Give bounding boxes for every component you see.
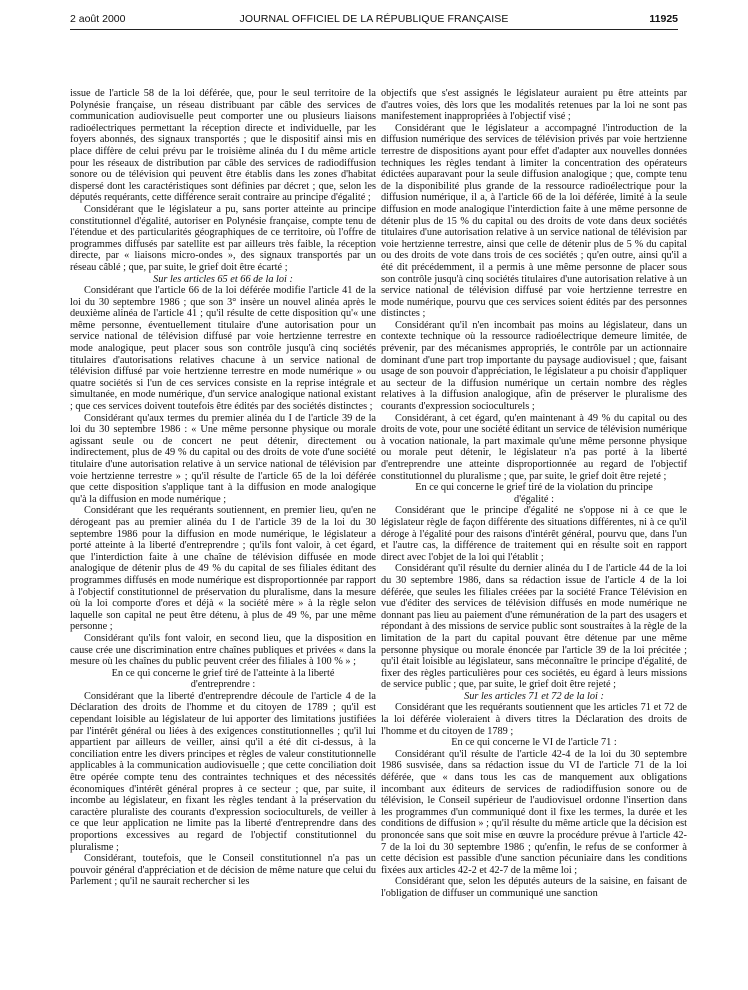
paragraph: Considérant, à cet égard, qu'en maintenant à 49 % du capital ou des droits de vote, pour une société éditant un service de télévision numérique à vocation nationale, la part maximale qu'une même personne physique ou morale peut détenir, le législateur n'a pas porté à la liberté d'entreprendre une atteinte disproportionnée au regard de l'objectif constitutionnel du pluralisme ; que, par suite, le grief doit être rejeté ; xyxy=(381,412,687,482)
paragraph: Considérant qu'il résulte du dernier alinéa du I de l'article 44 de la loi du 30 septembre 1986, dans sa rédaction issue de l'article 4 de la loi déférée, que seules les filiales créées par la société France Télévision en vue d'éditer des services de télévision diffusés en mode numérique ne donnant pas lieu au paiement d'une rémunération de la part des usagers et répondant à des missions de service public sont soustraites à la règle de la limitation de la part du capital pouvant être détenue par une même personne physique ou morale énoncée par l'article 39 de la loi précitée ; qu'il était loisible au législateur, sans méconnaître le principe d'égalité, de fixer des règles particulières pour ces sociétés, eu égard à leurs missions de service public ; que, par suite, le grief doit être rejeté ; xyxy=(381,563,687,691)
subsection-heading: En ce qui concerne le grief tiré de la violation du principe d'égalité : xyxy=(415,482,653,505)
paragraph: issue de l'article 58 de la loi déférée, que, pour le seul territoire de la Polynésie française, un réseau distribuant par câble des services de communication audiovisuelle peut comporter une ou plusieurs liaisons radioélectriques permettant la réception directe et individuelle, par les foyers abonnés, des signaux transportés ; que le dispositif ainsi mis en place diffère de celui prévu par le troisième alinéa du I du même article pour les réseaux de distribution par câble des services de radiodiffusion sonore ou de télévision qui peuvent être établis dans les zones d'habitat dispersé dont les caractéristiques sont définies par décret ; que, selon les députés requérants, cette différence serait contraire au principe d'égalité ; xyxy=(70,88,376,204)
paragraph: Considérant qu'ils font valoir, en second lieu, que la disposition en cause crée une discrimination entre chaînes publiques et privées « dans la mesure où les chaînes du public peuvent créer des filiales à 100 % » ; xyxy=(70,632,376,668)
paragraph: Considérant que l'article 66 de la loi déférée modifie l'article 41 de la loi du 30 septembre 1986 ; que son 3° insère un nouvel alinéa après le deuxième alinéa de l'article 41 ; qu'il résulte de cette disposition qu'« une même personne, éventuellement titulaire d'une autorisation pour un service national de télévision diffusé par voie hertzienne terrestre en mode analogique, peut placer sous son contrôle jusqu'à cinq sociétés titulaires d'autorisations relatives chacune à un service national de télévision diffusé par voie hertzienne terrestre en mode numérique » ou quatre sociétés si l'un de ces services consiste en la reprise intégrale et simultanée, en mode numérique, d'un service analogique national existant ; que ces services doivent toutefois être édités par des sociétés distinctes ; xyxy=(70,285,376,413)
paragraph: Considérant que les requérants soutiennent, en premier lieu, qu'en ne dérogeant pas au premier alinéa du I de l'article 39 de la loi du 30 septembre 1986 pour la diffusion en mode numérique, le législateur a porté atteinte à la liberté d'entreprendre ; qu'ils font valoir, à cet égard, que l'interdiction faite à une chaîne de télévision diffusée en mode analogique de détenir plus de 49 % du capital de ses filiales éditant des programmes diffusés en mode numérique est disproportionnée par rapport à l'objectif constitutionnel de préservation du pluralisme, dans la mesure où la loi comporte d'ores et déjà « la société mère » à la règle selon laquelle son capital ne peut être détenu, à plus de 49 %, par une même personne ; xyxy=(70,505,376,633)
section-heading: Sur les articles 65 et 66 de la loi : xyxy=(153,273,293,285)
paragraph: Considérant, toutefois, que le Conseil constitutionnel n'a pas un pouvoir général d'appréciation et de décision de même nature que celui du Parlement ; qu'il ne saurait rechercher si les xyxy=(70,853,376,888)
section-heading: Sur les articles 71 et 72 de la loi : xyxy=(464,690,604,702)
paragraph: Considérant que, selon les députés auteurs de la saisine, en faisant de l'obligation de diffuser un communiqué une sanction xyxy=(381,876,687,899)
paragraph: objectifs que s'est assignés le législateur auraient pu être atteints par d'autres voies, dès lors que les modalités retenues par la loi ne sont pas manifestement inappropriées à l'objectif visé ; xyxy=(381,88,687,123)
running-header xyxy=(70,13,678,27)
paragraph: Considérant que les requérants soutiennent que les articles 71 et 72 de la loi déférée violeraient à divers titres la Déclaration des droits de l'homme et du citoyen de 1789 ; xyxy=(381,702,687,737)
paragraph: Considérant que le législateur a accompagné l'introduction de la diffusion numérique des services de télévision privés par voie hertzienne terrestre de dispositions ayant pour effet d'adapter aux nouvelles données techniques les règles tendant à limiter la concentration des opérateurs édictées auparavant pour la seule diffusion analogique ; que, compte tenu de la disponibilité plus grande de la ressource radioélectrique pour la diffusion numérique, il a, à l'article 66 de la loi déférée, limité à la seule diffusion en mode analogique l'interdiction faite à une même personne de détenir plus de 15 % du capital ou des droits de vote dans deux sociétés titulaires d'une autorisation relative à un service national de télévision par voie hertzienne terrestre, ainsi que celle de détenir plus de 5 % du capital ou des droits de vote dans trois de ces sociétés ; qu'en outre, ainsi qu'il a été dit précédemment, il a permis à une même personne de placer sous son contrôle jusqu'à cinq sociétés titulaires d'une autorisation relative à un service national de télévision diffusé par voie hertzienne terrestre en mode numérique, pourvu que ces services soient édités par des personnes distinctes ; xyxy=(381,122,687,320)
page-number: 11925 xyxy=(649,13,678,25)
paragraph: Considérant que le principe d'égalité ne s'oppose ni à ce que le législateur règle de façon différente des situations différentes, ni à ce qu'il déroge à l'égalité pour des raisons d'intérêt général, pourvu que, dans l'un et l'autre cas, la différence de traitement qui en résulte soit en rapport direct avec l'objet de la loi qui l'établit ; xyxy=(381,505,687,563)
left-column xyxy=(70,88,376,888)
paragraph: Considérant qu'il n'en incombait pas moins au législateur, dans un contexte technique où la ressource radioélectrique demeure limitée, de prévenir, par des mécanismes appropriés, le contrôle par un actionnaire dominant d'une part trop importante du paysage audiovisuel ; que, faisant usage de son pouvoir d'appréciation, le législateur a pu choisir d'appliquer au secteur de la diffusion numérique un certain nombre des règles relatives à la diffusion analogique, afin de préserver le pluralisme des courants d'expression socioculturels ; xyxy=(381,319,687,413)
paragraph: Considérant qu'aux termes du premier alinéa du I de l'article 39 de la loi du 30 septembre 1986 : « Une même personne physique ou morale agissant seule ou de concert ne peut détenir, directement ou indirectement, plus de 49 % du capital ou des droits de vote d'une société titulaire d'une autorisation relative à un service national de télévision par voie hertzienne terrestre » ; qu'il résulte de l'article 65 de la loi déférée que cette disposition s'applique tant à la diffusion en mode analogique qu'à la diffusion en mode numérique ; xyxy=(70,412,376,505)
header-rule xyxy=(70,29,678,30)
journal-title: JOURNAL OFFICIEL DE LA RÉPUBLIQUE FRANÇAISE xyxy=(239,13,509,25)
issue-date: 2 août 2000 xyxy=(70,13,126,25)
right-column xyxy=(381,88,687,900)
subsection-heading: En ce qui concerne le VI de l'article 71 : xyxy=(451,737,617,749)
paragraph: Considérant qu'il résulte de l'article 42-4 de la loi du 30 septembre 1986 susvisée, dans sa rédaction issue du VI de l'article 71 de la loi déférée, que « dans tous les cas de manquement aux obligations incombant aux éditeurs de services de radiodiffusion sonore ou de télévision, le Conseil supérieur de l'audiovisuel ordonne l'insertion dans les programmes d'un communiqué dont il fixe les termes, la durée et les conditions de diffusion » ; qu'il résulte du même article que la décision est prononcée sans que soit mise en œuvre la procédure prévue à l'article 42-7 de la loi du 30 septembre 1986 ; qu'enfin, le refus de se conformer à cette décision est passible d'une sanction pécuniaire dans les conditions fixées aux articles 42-2 et 42-7 de la même loi ; xyxy=(381,748,687,876)
paragraph: Considérant que la liberté d'entreprendre découle de l'article 4 de la Déclaration des droits de l'homme et du citoyen de 1789 ; qu'il est cependant loisible au législateur de lui apporter des limitations justifiées par l'intérêt général ou liées à des exigences constitutionnelles ; qu'il lui appartient par ailleurs de veiller, ainsi qu'il a été dit ci-dessus, à la conciliation entre les divers principes et règles de valeur constitutionnelle applicables à la communication audiovisuelle ; que cette conciliation doit être opérée compte tenu des contraintes techniques et des nécessités économiques d'intérêt général propres à ce secteur ; que, par suite, il incombe au législateur, en fixant les règles tendant à la préservation du caractère pluraliste des courants d'expression socioculturels, de veiller à ce que leur application ne limite pas la liberté d'entreprendre dans des proportions excessives au regard de l'objectif constitutionnel du pluralisme ; xyxy=(70,690,376,853)
subsection-heading: En ce qui concerne le grief tiré de l'atteinte à la liberté d'entreprendre : xyxy=(111,667,335,691)
paragraph: Considérant que le législateur a pu, sans porter atteinte au principe constitutionnel d'égalité, autoriser en Polynésie française, compte tenu de l'étendue et des particularités géographiques de ce territoire, où l'offre de programmes diffusés par satellite est par ailleurs très faible, la réception directe, par « liaisons micro-ondes », des signaux transportés par un réseau câblé ; que, par suite, le grief doit être écarté ; xyxy=(70,203,376,273)
